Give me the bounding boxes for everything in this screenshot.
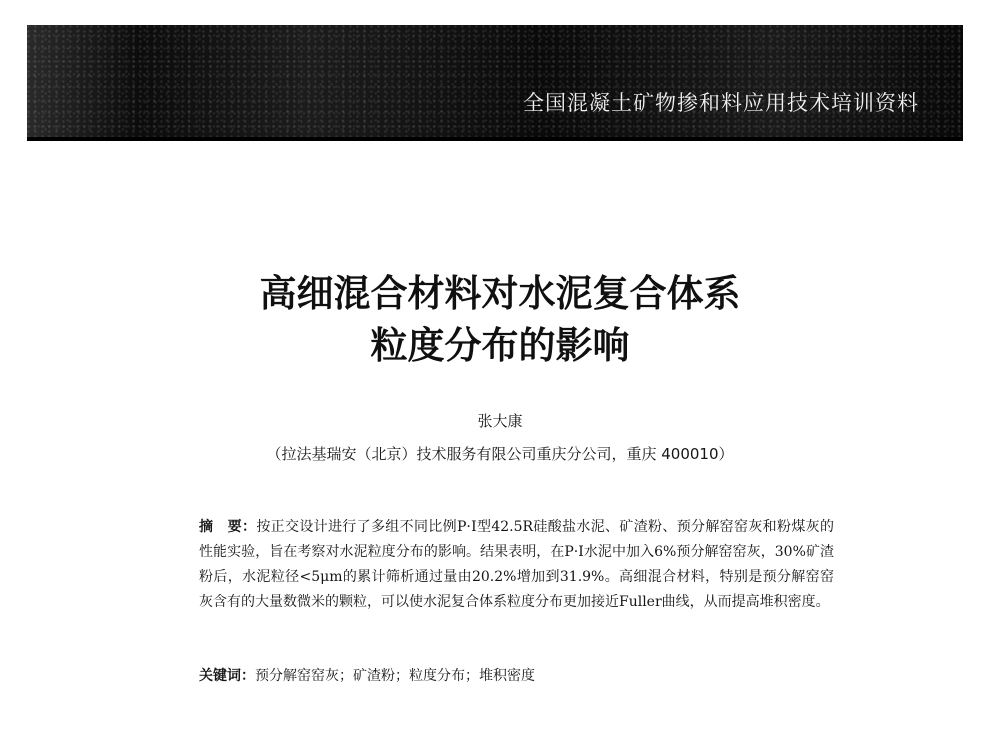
banner-text: 全国混凝土矿物掺和料应用技术培训资料	[523, 91, 919, 115]
title-line-1: 高细混合材料对水泥复合体系	[259, 272, 741, 315]
author-name: 张大康	[477, 412, 523, 430]
author-affiliation: （拉法基瑞安（北京）技术服务有限公司重庆分公司，重庆 400010）	[266, 445, 734, 463]
keywords	[199, 664, 834, 689]
title-line-2: 粒度分布的影响	[370, 324, 630, 367]
abstract-label: 摘 要：	[199, 519, 257, 535]
header-banner	[27, 25, 963, 141]
article-title	[0, 268, 1000, 372]
abstract-text: 按正交设计进行了多组不同比例P·Ⅰ型42.5R硅酸盐水泥、矿渣粉、预分解窑窑灰和粉煤灰的性能实验，旨在考察对水泥粒度分布的影响。结果表明，在P·Ⅰ水泥中加入6%预分解窑窑灰，30%矿渣粉后，水泥粒径<5μm的累计筛析通过量由20.2%增加到31.9%。高细混合材料，特别是预分解窑窑灰含有的大量数微米的颗粒，可以使水泥复合体系粒度分布更加接近Fuller曲线，从而提高堆积密度。	[199, 519, 834, 610]
keywords-text: 预分解窑窑灰；矿渣粉；粒度分布；堆积密度	[255, 668, 535, 684]
abstract	[199, 515, 834, 615]
keywords-label: 关键词：	[199, 668, 255, 684]
